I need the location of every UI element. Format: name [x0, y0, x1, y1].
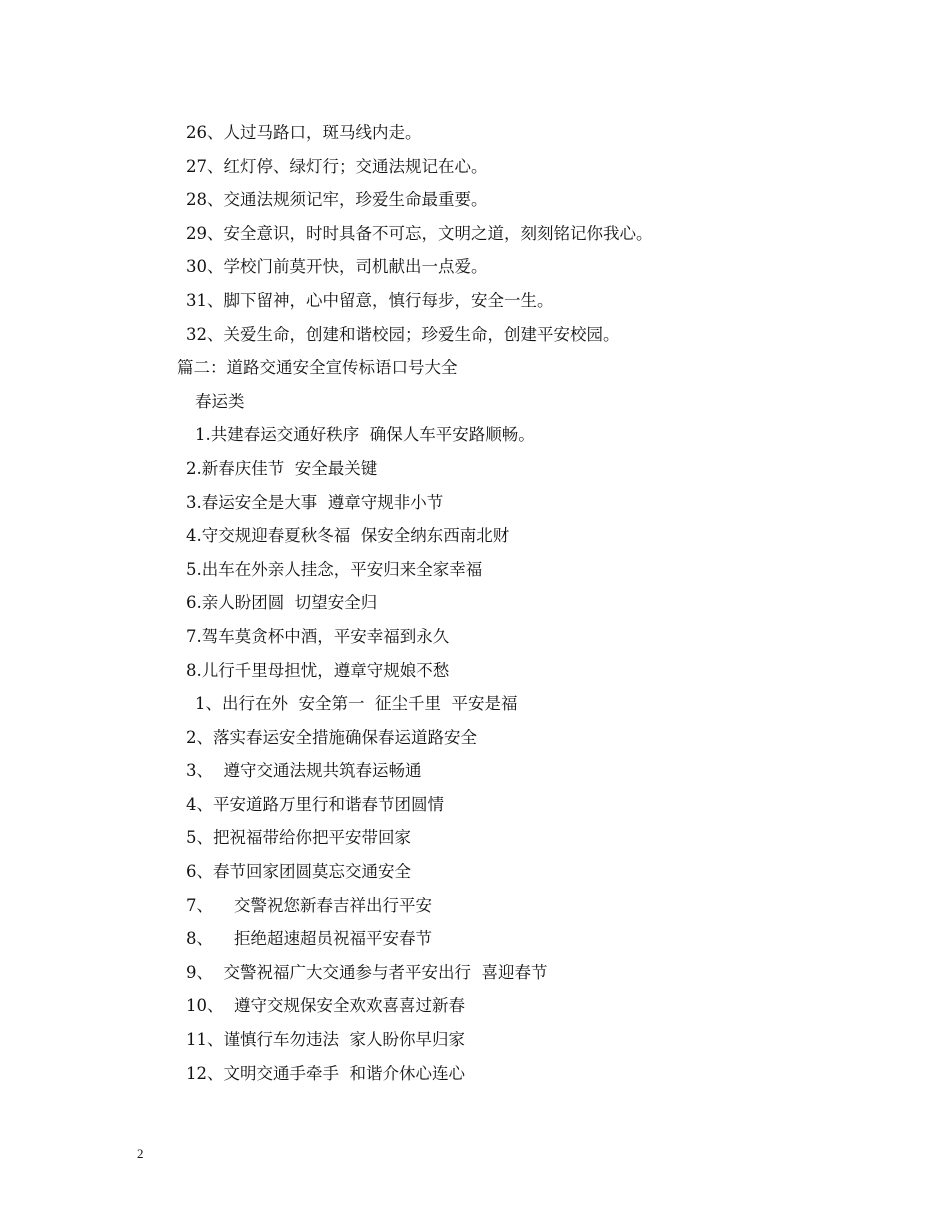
- text-line: 4.守交规迎春夏秋冬福 保安全纳东西南北财: [186, 526, 510, 546]
- text-line: 1、出行在外 安全第一 征尘千里 平安是福: [195, 694, 518, 714]
- text-line: 篇二：道路交通安全宣传标语口号大全: [177, 358, 458, 378]
- text-line: 7、 交警祝您新春吉祥出行平安: [186, 895, 432, 915]
- text-line: 5.出车在外亲人挂念，平安归来全家幸福: [186, 559, 483, 579]
- text-line: 30、学校门前莫开快，司机献出一点爱。: [186, 257, 488, 277]
- text-line: 8.儿行千里母担忧，遵章守规娘不愁: [186, 660, 450, 680]
- text-line: 7.驾车莫贪杯中酒，平安幸福到永久: [186, 626, 450, 646]
- text-line: 6、春节回家团圆莫忘交通安全: [186, 862, 411, 882]
- text-line: 26、人过马路口，斑马线内走。: [186, 123, 422, 142]
- text-line: 9、 交警祝福广大交通参与者平安出行 喜迎春节: [186, 962, 548, 982]
- text-line: 2、落实春运安全措施确保春运道路安全: [186, 727, 477, 747]
- text-line: 8、 拒绝超速超员祝福平安春节: [186, 929, 432, 949]
- text-line: 4、平安道路万里行和谐春节团圆情: [186, 794, 444, 814]
- text-line: 10、 遵守交规保安全欢欢喜喜过新春: [186, 996, 465, 1016]
- text-line: 5、把祝福带给你把平安带回家: [186, 828, 411, 848]
- text-line: 春运类: [195, 391, 245, 411]
- text-line: 12、文明交通手牵手 和谐介休心连心: [186, 1063, 465, 1083]
- text-line: 2.新春庆佳节 安全最关键: [186, 458, 378, 478]
- text-line: 31、脚下留神，心中留意，慎行每步，安全一生。: [186, 290, 554, 310]
- text-line: 3.春运安全是大事 遵章守规非小节: [186, 492, 444, 512]
- text-line: 29、安全意识，时时具备不可忘，文明之道，刻刻铭记你我心。: [186, 223, 653, 243]
- text-line: 1.共建春运交通好秩序 确保人车平安路顺畅。: [195, 425, 535, 445]
- text-line: 11、谨慎行车勿违法 家人盼你早归家: [186, 1030, 465, 1050]
- text-line: 28、交通法规须记牢，珍爱生命最重要。: [186, 190, 488, 210]
- document-body: [0, 116, 950, 1090]
- text-line: 6.亲人盼团圆 切望安全归: [186, 593, 378, 613]
- page-number: 2: [137, 1146, 144, 1161]
- text-line: 3、 遵守交通法规共筑春运畅通: [186, 761, 422, 781]
- text-line: 27、红灯停、绿灯行；交通法规记在心。: [186, 156, 488, 176]
- text-line: 32、关爱生命，创建和谐校园；珍爱生命，创建平安校园。: [186, 324, 620, 344]
